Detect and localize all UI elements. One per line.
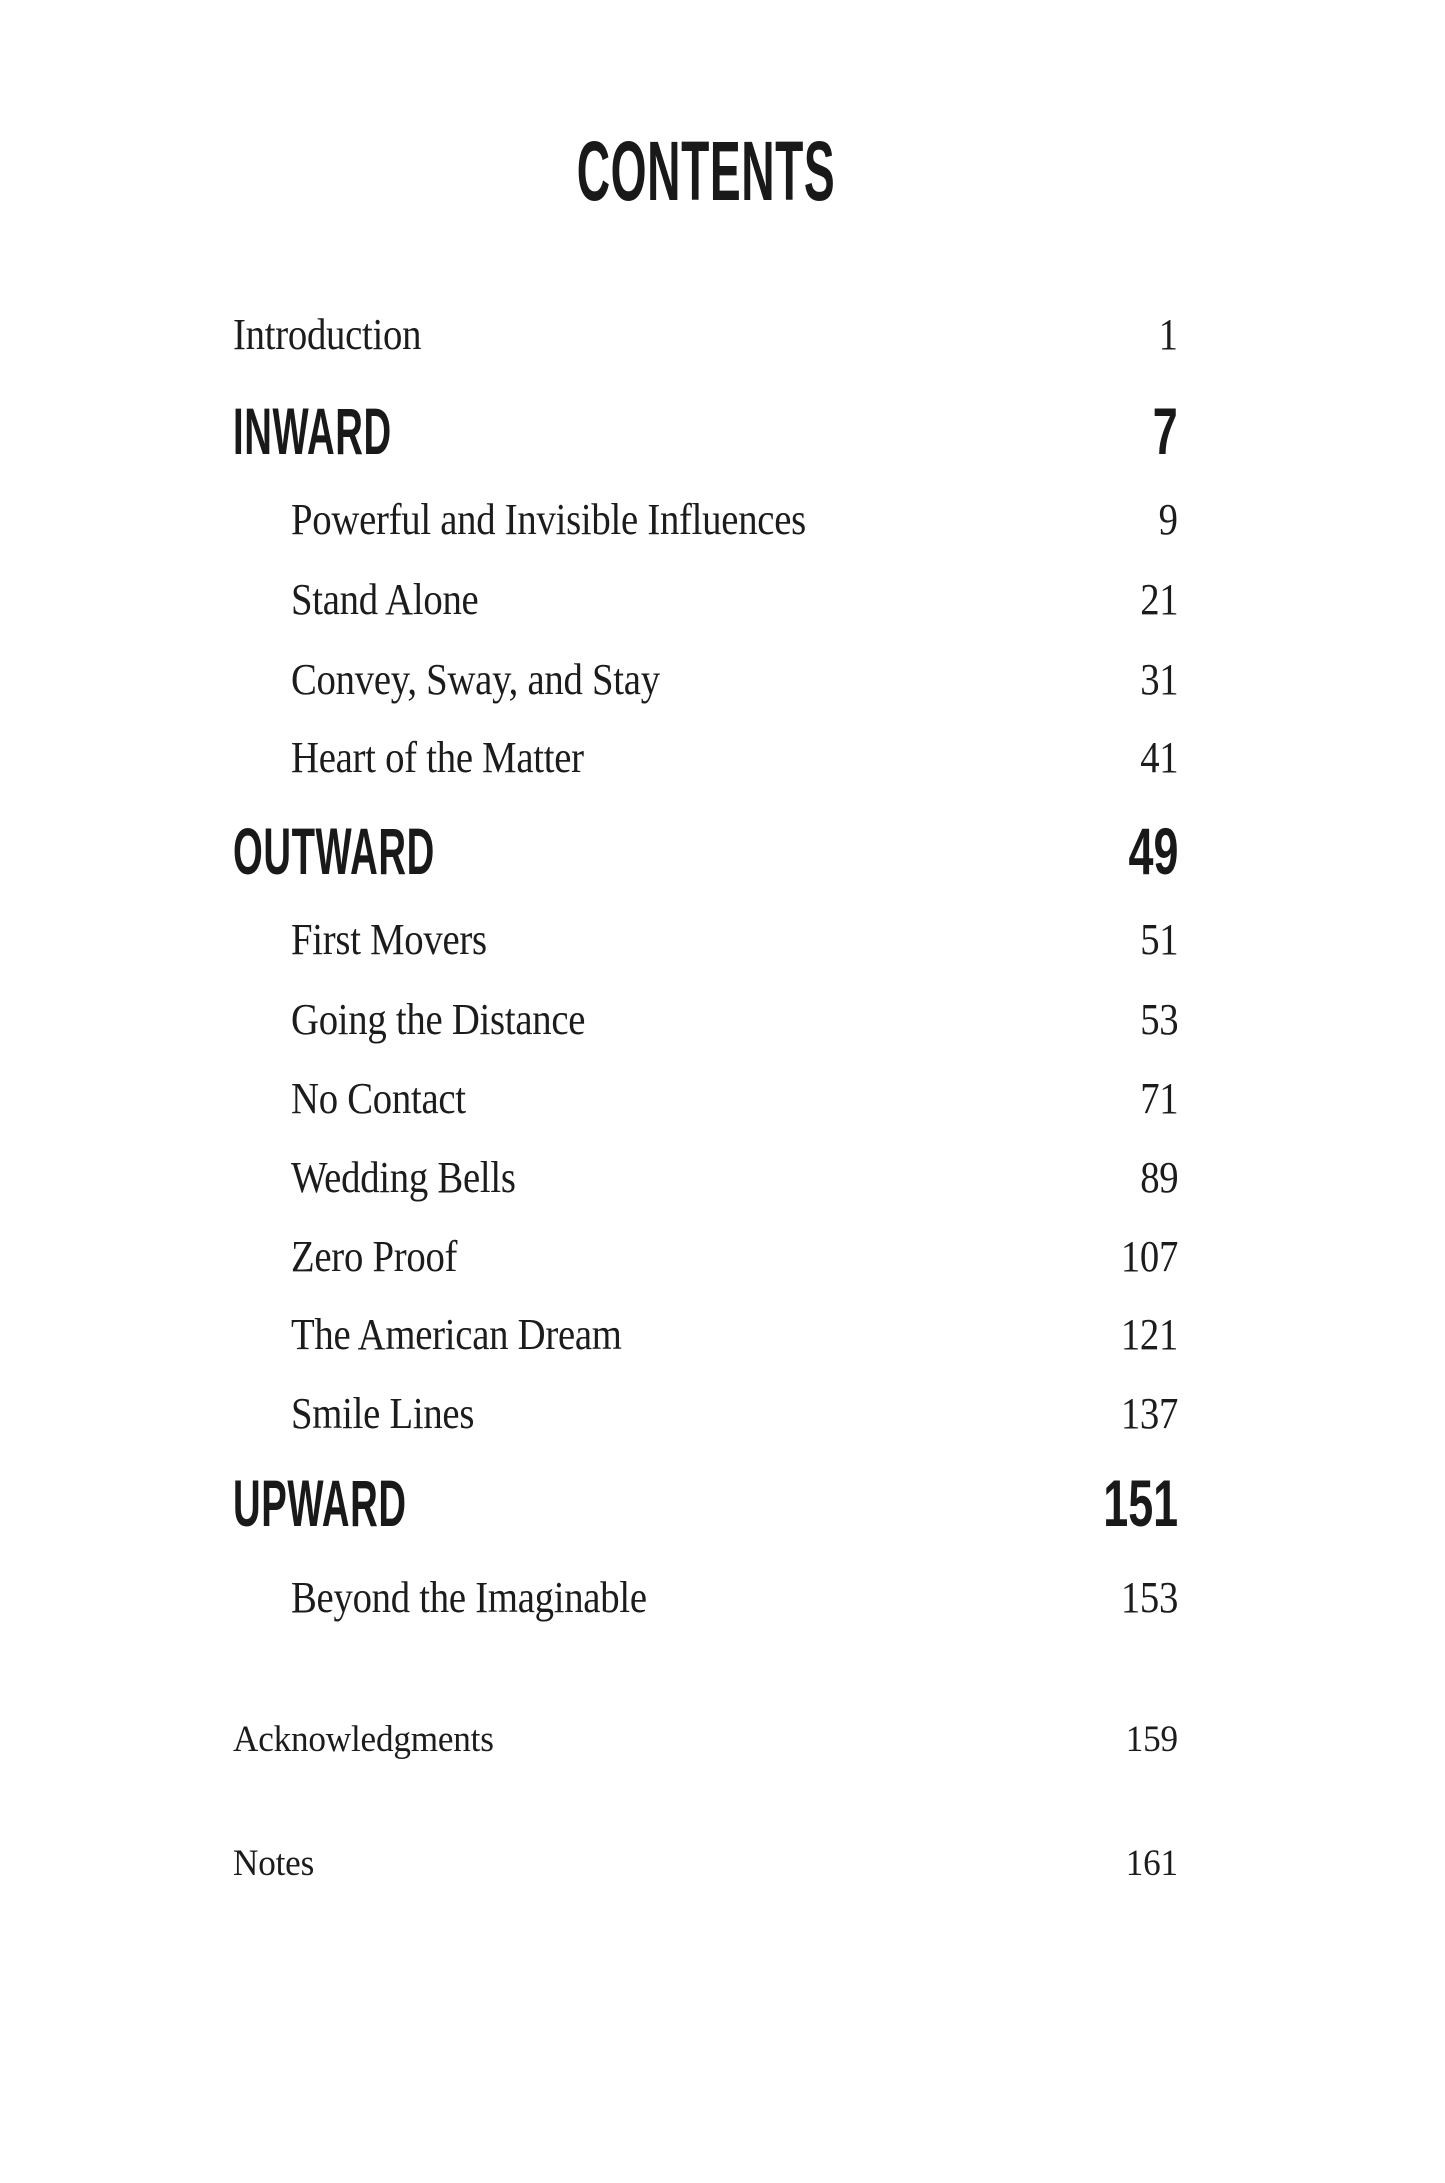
toc-entry-powerful-and-invisible-influences [233,495,1178,544]
toc-section-inward [233,394,1178,468]
toc-entry-page-number: 51 [1139,915,1178,964]
toc-entry-page-number: 137 [1120,1389,1178,1438]
toc-section-page-number: 7 [1153,394,1178,468]
toc-entry-zero-proof [233,1232,1178,1281]
toc-entry-introduction [233,310,1178,359]
toc-entry-convey-sway-and-stay [233,655,1178,704]
toc-entry-page-number: 153 [1120,1573,1178,1622]
toc-entry-page-number: 21 [1139,575,1178,624]
toc-entry-no-contact [233,1074,1178,1123]
toc-entry-label: The American Dream [291,1310,622,1359]
toc-entry-page-number: 161 [1125,1843,1178,1884]
toc-entry-page-number: 53 [1139,995,1178,1044]
toc-entry-page-number: 121 [1120,1310,1178,1359]
toc-entry-label: Smile Lines [291,1389,475,1438]
toc-entry-page-number: 9 [1158,495,1178,544]
toc-entry-page-number: 159 [1125,1719,1178,1760]
toc-section-label: UPWARD [233,1466,407,1540]
toc-entry-label: Powerful and Invisible Influences [291,495,806,544]
toc-section-label: INWARD [233,394,392,468]
toc-entry-notes [233,1845,1178,1882]
toc-entry-smile-lines [233,1389,1178,1438]
toc-entry-label: Zero Proof [291,1232,458,1281]
toc-section-upward [233,1466,1178,1540]
toc-entry-page-number: 71 [1139,1074,1178,1123]
page-title-text: CONTENTS [576,124,835,218]
toc-entry-heart-of-the-matter [233,733,1178,782]
toc-entry-page-number: 41 [1139,733,1178,782]
toc-entry-page-number: 89 [1139,1153,1178,1202]
toc-entry-label: Wedding Bells [291,1153,516,1202]
toc-entry-stand-alone [233,575,1178,624]
toc-entry-page-number: 1 [1158,310,1178,359]
toc-entry-wedding-bells [233,1153,1178,1202]
toc-entry-label: No Contact [291,1074,466,1123]
toc-entry-label: Notes [233,1843,315,1884]
toc-entry-going-the-distance [233,995,1178,1044]
toc-entry-acknowledgments [233,1721,1178,1758]
toc-entry-label: First Movers [291,915,487,964]
toc-entry-label: Stand Alone [291,575,479,624]
toc-entry-label: Convey, Sway, and Stay [291,655,660,704]
toc-entry-first-movers [233,915,1178,964]
toc-section-label: OUTWARD [233,814,435,888]
toc-entry-page-number: 107 [1120,1232,1178,1281]
toc-entry-beyond-the-imaginable [233,1573,1178,1622]
toc-entry-label: Acknowledgments [233,1719,494,1760]
toc-section-page-number: 49 [1128,814,1178,888]
toc-entry-label: Heart of the Matter [291,733,584,782]
toc-section-page-number: 151 [1103,1466,1178,1540]
toc-section-outward [233,814,1178,888]
toc-entry-label: Beyond the Imaginable [291,1573,647,1622]
page-title [233,124,1178,218]
toc-entry-label: Introduction [233,310,422,359]
toc-entry-page-number: 31 [1139,655,1178,704]
toc-entry-the-american-dream [233,1310,1178,1359]
toc-entry-label: Going the Distance [291,995,586,1044]
